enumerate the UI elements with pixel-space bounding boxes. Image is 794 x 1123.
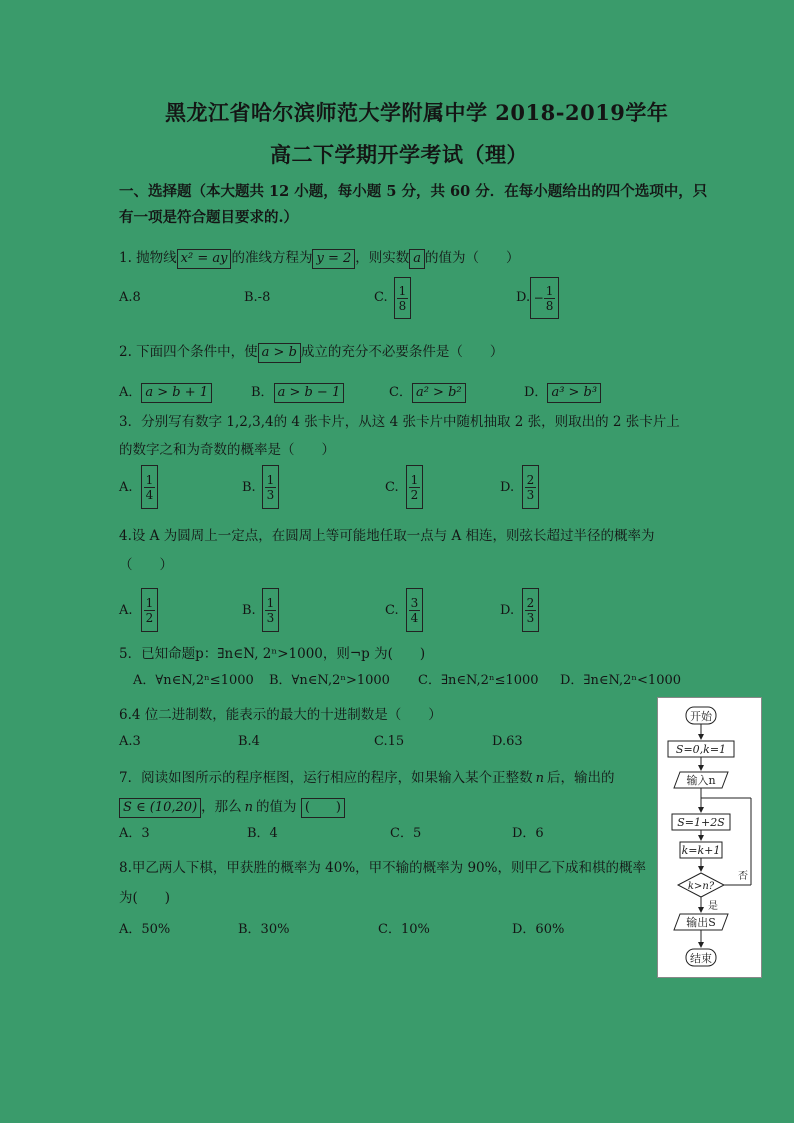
q2-a-formula: a > b + 1: [141, 383, 212, 403]
q1-option-c: C.: [374, 290, 388, 305]
program-flowchart: [657, 697, 762, 978]
q3-option-c: C.: [385, 480, 399, 495]
q2-b-label: B．: [251, 385, 274, 400]
q4-a-denominator: 2: [145, 610, 154, 625]
q4-option-c: C.: [385, 603, 399, 618]
q1-option-d-fraction: [530, 277, 559, 319]
q4-d-denominator: 3: [526, 610, 535, 625]
title-line-2: 高二下学期开学考试（理）: [270, 142, 528, 167]
q2-c-label: C．: [389, 385, 412, 400]
q7-option-c: C．5: [390, 826, 422, 841]
q3-option-d-fraction: [522, 465, 539, 509]
q4-c-denominator: 4: [410, 610, 419, 625]
q4-b-numerator: 1: [266, 595, 275, 610]
question-8-line-1: 8.甲乙两人下棋，甲获胜的概率为 40%，甲不输的概率为 90%，则甲乙下成和棋的概率: [119, 860, 646, 876]
flow-no-label: 否: [738, 871, 748, 882]
q1-c-denominator: 8: [398, 298, 407, 313]
q3-option-a: A.: [119, 480, 133, 495]
q2-b-formula: a > b − 1: [274, 383, 345, 403]
question-5-stem: 5．已知命题p：∃n∈N, 2ⁿ>1000，则¬p 为( ): [119, 646, 426, 662]
q7-option-d: D．6: [512, 826, 544, 841]
q7-var-n: n: [535, 770, 544, 786]
q4-option-a: A.: [119, 603, 133, 618]
q2-option-b: [251, 381, 344, 403]
q6-option-a: A.3: [119, 734, 141, 749]
q1-text-post: 的值为（ ）: [425, 250, 520, 266]
q1-option-a: A.8: [119, 290, 141, 305]
q5-option-c: C．∃n∈N,2ⁿ≤1000: [418, 673, 539, 688]
q1-d-stack: [544, 284, 556, 313]
q8-option-b: B．30%: [238, 922, 290, 937]
q4-d-numerator: 2: [526, 595, 535, 610]
q1-formula-directrix: y = 2: [312, 249, 355, 269]
q3-c-denominator: 2: [410, 487, 419, 502]
section-header-line-2: 有一项是符合题目要求的.）: [119, 209, 299, 226]
q7-text-1: 7．阅读如图所示的程序框图，运行相应的程序，如果输入某个正整数: [119, 770, 533, 786]
q4-option-a-fraction: [141, 588, 158, 632]
flow-update-k-label: k=k+1: [681, 844, 721, 857]
q6-option-c: C.15: [374, 734, 405, 749]
q4-option-b-fraction: [262, 588, 279, 632]
q7-formula-s-range: S ∈ (10,20): [119, 798, 201, 818]
question-1-stem: [119, 246, 520, 269]
q4-b-denominator: 3: [266, 610, 275, 625]
q7-text-mid2: 的值为: [256, 799, 297, 815]
question-6-stem: 6.4 位二进制数，能表示的最大的十进制数是（ ）: [119, 707, 442, 723]
flow-input-label: 输入n: [686, 774, 716, 787]
flow-start-label: 开始: [690, 710, 712, 723]
q6-option-b: B.4: [238, 734, 260, 749]
q1-formula-a: a: [409, 249, 425, 269]
question-7-line-1: [119, 766, 614, 788]
q7-option-a: A．3: [119, 826, 150, 841]
q2-a-label: A．: [119, 385, 142, 400]
question-8-line-2: 为( ): [119, 890, 171, 906]
q1-option-d: D.: [516, 290, 531, 305]
q1-option-c-fraction: [394, 277, 411, 319]
q3-c-numerator: 1: [410, 472, 419, 487]
q7-text-mid: ，那么: [201, 799, 242, 815]
q5-option-a: A．∀n∈N,2ⁿ≤1000: [133, 673, 254, 688]
question-7-line-2: [119, 795, 345, 818]
q2-formula-a-gt-b: a > b: [258, 343, 301, 363]
flow-update-s-label: S=1+2S: [677, 816, 725, 829]
q2-d-label: D．: [524, 385, 548, 400]
q4-option-b: B.: [242, 603, 256, 618]
q1-text-mid1: 的准线方程为: [231, 250, 313, 266]
q4-option-d: D.: [500, 603, 515, 618]
q3-option-c-fraction: [406, 465, 423, 509]
q5-option-d: D．∃n∈N,2ⁿ<1000: [560, 673, 682, 688]
section-header-line-1: 一、选择题（本大题共 12 小题，每小题 5 分，共 60 分．在每小题给出的四个选项中，只: [119, 183, 708, 200]
q2-text-post: 成立的充分不必要条件是（ ）: [300, 344, 504, 360]
q7-option-b: B．4: [247, 826, 278, 841]
q8-option-d: D．60%: [512, 922, 565, 937]
q2-d-formula: a³ > b³: [547, 383, 601, 403]
q3-a-denominator: 4: [145, 487, 154, 502]
q1-text-pre: 1. 抛物线: [119, 250, 177, 266]
q3-option-b-fraction: [262, 465, 279, 509]
q1-d-sign: −: [533, 291, 544, 305]
q4-a-numerator: 1: [145, 595, 154, 610]
q1-c-numerator: 1: [398, 283, 407, 298]
q3-option-d: D.: [500, 480, 515, 495]
flow-yes-label: 是: [708, 901, 718, 912]
q2-option-a: [119, 381, 212, 403]
q2-option-d: [524, 381, 601, 403]
q2-c-formula: a² > b²: [412, 383, 466, 403]
question-4-line-1: 4.设 A 为圆周上一定点，在圆周上等可能地任取一点与 A 相连，则弦长超过半径的概率为: [119, 528, 655, 544]
q3-a-numerator: 1: [145, 472, 154, 487]
q1-d-denominator: 8: [545, 298, 554, 313]
flow-end-label: 结束: [690, 952, 712, 965]
q1-formula-parabola: x² = ay: [177, 249, 232, 269]
q2-option-c: [389, 381, 466, 403]
q4-c-numerator: 3: [410, 595, 419, 610]
q6-option-d: D.63: [492, 734, 523, 749]
q1-text-mid2: ，则实数: [355, 250, 410, 266]
flow-decision-label: k>n?: [687, 881, 715, 892]
question-3-line-1: 3．分别写有数字 1,2,3,4的 4 张卡片，从这 4 张卡片中随机抽取 2 张，则取出的 2 张卡片上: [119, 414, 680, 430]
q7-answer-box: ( ): [301, 798, 345, 818]
question-2-stem: [119, 340, 503, 363]
q1-option-b: B.-8: [244, 290, 271, 305]
q4-option-d-fraction: [522, 588, 539, 632]
question-4-line-2: （ ）: [119, 557, 173, 573]
q3-d-denominator: 3: [526, 487, 535, 502]
flow-output-label: 输出S: [686, 916, 716, 929]
q3-d-numerator: 2: [526, 472, 535, 487]
q7-var-n-2: n: [244, 799, 254, 815]
q4-option-c-fraction: [406, 588, 423, 632]
q3-option-a-fraction: [141, 465, 158, 509]
q1-d-numerator: 1: [545, 283, 554, 298]
q7-text-1b: 后，输出的: [546, 770, 615, 786]
flow-init-label: S=0,k=1: [675, 743, 727, 756]
q3-option-b: B.: [242, 480, 256, 495]
q5-option-b: B．∀n∈N,2ⁿ>1000: [269, 673, 390, 688]
q3-b-numerator: 1: [266, 472, 275, 487]
q3-b-denominator: 3: [266, 487, 275, 502]
title-line-1: 黑龙江省哈尔滨师范大学附属中学 2018-2019学年: [165, 100, 669, 125]
q8-option-c: C．10%: [378, 922, 430, 937]
question-3-line-2: 的数字之和为奇数的概率是（ ）: [119, 442, 335, 458]
q2-text-pre: 2. 下面四个条件中，使: [119, 344, 258, 360]
q8-option-a: A．50%: [119, 922, 171, 937]
